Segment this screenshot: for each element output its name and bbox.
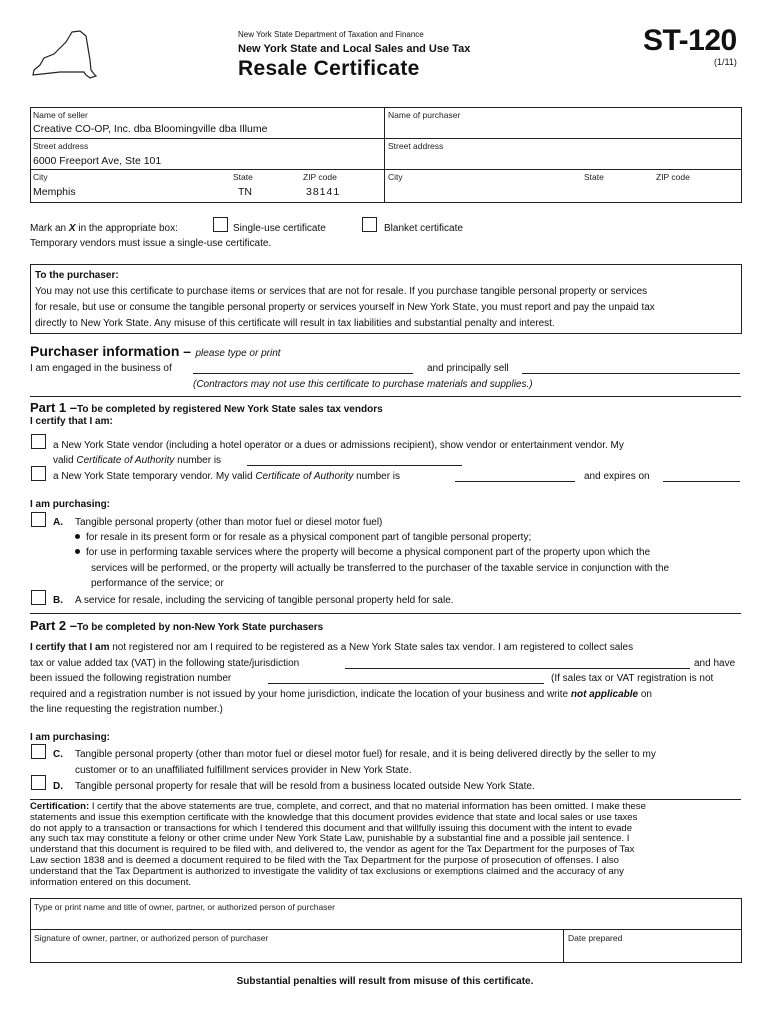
jurisdiction-field[interactable] xyxy=(345,668,690,669)
purchaser-name-label: Name of purchaser xyxy=(388,110,461,120)
registration-number-label: been issued the following registration number xyxy=(30,673,232,684)
signature-label: Signature of owner, partner, or authorized person of purchaser xyxy=(34,933,269,943)
name-title-field[interactable] xyxy=(34,914,734,927)
single-use-checkbox[interactable] xyxy=(213,217,228,232)
signature-field[interactable] xyxy=(34,945,559,959)
purchaser-city-field[interactable] xyxy=(388,184,568,198)
date-prepared-label: Date prepared xyxy=(568,933,623,943)
option-a-bullet-text: services will be performed, or the property will actually be transferred to the purchaser of the taxable service in conjunction with the xyxy=(91,563,670,574)
seller-state-label: State xyxy=(233,172,253,182)
purchaser-zip-field[interactable] xyxy=(656,184,736,198)
business-type-field[interactable] xyxy=(193,373,413,374)
form-number: ST-120 xyxy=(643,24,737,57)
seller-street-field[interactable]: 6000 Freeport Ave, Ste 101 xyxy=(33,155,162,167)
form-subtitle: New York State and Local Sales and Use Tax xyxy=(238,43,471,55)
nys-vendor-label: a New York State vendor (including a hotel operator or a dues or admissions recipient), show vendor or entertainment vendor. My xyxy=(53,440,624,451)
certification-text: Certification: I certify that the above statements are true, complete, and correct, and that no material information has been omitted. I make these statements and issue this exemption certificate with the knowledge that this document provides evidence that state and local sales or use taxes do not apply to a transaction or transactions for which I tendered this document and that willfully issuing this document with the intent to evade any such tax may constitute a felony or other crime under New York State Law, punishable by a substantial fine and a possible jail sentence. I understand that this document is required to be filed with, and delivered to, the vendor as agent for the Tax Department for the purposes of Tax Law section 1838 and is deemed a document required to be filed with the Tax Department for the purpose of prosecution of offenses. I also understand that the Tax Department is authorized to investigate the validity of tax exclusions or exemptions claimed and the accuracy of any information entered on this document. xyxy=(30,801,646,888)
to-purchaser-text: You may not use this certificate to purchase items or services that are not for resale. If you purchase tangible personal property or services xyxy=(35,286,648,297)
purchaser-street-label: Street address xyxy=(388,141,444,151)
option-b-letter: B. xyxy=(53,595,63,606)
part2-jurisdiction-label: tax or value added tax (VAT) in the following state/jurisdiction xyxy=(30,658,300,669)
seller-name-label: Name of seller xyxy=(33,110,88,120)
purchaser-state-label: State xyxy=(584,172,604,182)
option-d-label: Tangible personal property for resale that will be resold from a business located outside New York State. xyxy=(75,781,535,792)
option-d-checkbox[interactable] xyxy=(31,775,46,790)
part2-certify-text: I certify that I am not registered nor am I required to be registered as a New York State sales tax vendor. I am registered to collect sales xyxy=(30,642,634,653)
option-a-bullet-text: performance of the service; or xyxy=(91,578,224,589)
purchaser-street-field[interactable] xyxy=(388,153,736,167)
engaged-label: I am engaged in the business of xyxy=(30,363,172,374)
certificate-of-authority-field[interactable] xyxy=(247,465,462,466)
option-b-checkbox[interactable] xyxy=(31,590,46,605)
option-a-letter: A. xyxy=(53,517,63,528)
seller-city-field[interactable]: Memphis xyxy=(33,186,76,198)
part2-text: (If sales tax or VAT registration is not xyxy=(551,673,714,684)
mark-instruction: Mark an X in the appropriate box: xyxy=(30,223,178,234)
seller-zip-label: ZIP code xyxy=(303,172,337,182)
part1-purchasing-label: I am purchasing: xyxy=(30,499,111,510)
single-use-label: Single-use certificate xyxy=(233,223,326,234)
principally-sell-label: and principally sell xyxy=(427,363,509,374)
form-revision: (1/11) xyxy=(714,57,737,67)
form-title: Resale Certificate xyxy=(238,57,420,80)
seller-street-label: Street address xyxy=(33,141,89,151)
part2-text: required and a registration number is not issued by your home jurisdiction, indicate the location of your business and write not applicable on xyxy=(30,689,652,700)
option-a-label: Tangible personal property (other than motor fuel or diesel motor fuel) xyxy=(75,517,383,528)
contractors-note: (Contractors may not use this certificate to purchase materials and supplies.) xyxy=(193,379,533,390)
part2-purchasing-label: I am purchasing: xyxy=(30,732,111,743)
to-purchaser-text: directly to New York State. Any misuse of this certificate will result in tax liabilities and substantial penalty and interest. xyxy=(35,318,555,329)
option-a-bullet: for use in performing taxable services where the property will become a physical component part of the property upon which the xyxy=(75,545,650,561)
option-a-bullet: for resale in its present form or for resale as a physical component part of tangible personal property; xyxy=(75,530,531,546)
purchaser-info-heading: Purchaser information – please type or print xyxy=(30,343,281,359)
blanket-label: Blanket certificate xyxy=(384,223,463,234)
temporary-certificate-field[interactable] xyxy=(455,481,575,482)
blanket-checkbox[interactable] xyxy=(362,217,377,232)
option-c-label: Tangible personal property (other than motor fuel or diesel motor fuel) for resale, and it is being delivered directly by the seller to my xyxy=(75,749,656,760)
new-york-state-map-icon xyxy=(30,30,102,82)
to-purchaser-heading: To the purchaser: xyxy=(35,270,119,281)
option-c-label: customer or to an unaffiliated fulfillment services provider in New York State. xyxy=(75,765,412,776)
seller-name-field[interactable]: Creative CO-OP, Inc. dba Bloomingville dba Illume xyxy=(33,123,268,135)
principally-sell-field[interactable] xyxy=(522,373,740,374)
purchaser-state-field[interactable] xyxy=(584,184,644,198)
department-name: New York State Department of Taxation and Finance xyxy=(238,30,424,39)
part1-certify-label: I certify that I am: xyxy=(30,416,113,427)
purchaser-zip-label: ZIP code xyxy=(656,172,690,182)
penalty-warning: Substantial penalties will result from misuse of this certificate. xyxy=(236,976,534,987)
date-prepared-field[interactable] xyxy=(568,945,736,959)
part2-text: the line requesting the registration number.) xyxy=(30,704,223,715)
option-b-label: A service for resale, including the servicing of tangible personal property held for sale. xyxy=(75,595,454,606)
expiration-date-field[interactable] xyxy=(663,481,740,482)
registration-number-field[interactable] xyxy=(268,683,544,684)
seller-zip-field[interactable]: 38141 xyxy=(306,186,341,198)
temporary-vendor-note: Temporary vendors must issue a single-use certificate. xyxy=(30,238,272,249)
nys-vendor-label: valid Certificate of Authority number is xyxy=(53,455,222,466)
seller-city-label: City xyxy=(33,172,48,182)
nys-vendor-checkbox[interactable] xyxy=(31,434,46,449)
name-title-label: Type or print name and title of owner, partner, or authorized person of purchaser xyxy=(34,902,335,912)
option-a-checkbox[interactable] xyxy=(31,512,46,527)
to-purchaser-text: for resale, but use or consume the tangible personal property or services yourself in New York State, you must report and pay the unpaid tax xyxy=(35,302,655,313)
part2-text: and have xyxy=(694,658,736,669)
option-d-letter: D. xyxy=(53,781,63,792)
option-c-checkbox[interactable] xyxy=(31,744,46,759)
part1-heading: Part 1 –To be completed by registered New York State sales tax vendors xyxy=(30,400,383,415)
seller-state-field[interactable]: TN xyxy=(238,186,252,198)
option-c-letter: C. xyxy=(53,749,63,760)
purchaser-name-field[interactable] xyxy=(388,122,736,136)
temporary-vendor-label: a New York State temporary vendor. My valid Certificate of Authority number is xyxy=(53,471,401,482)
temporary-vendor-checkbox[interactable] xyxy=(31,466,46,481)
purchaser-city-label: City xyxy=(388,172,403,182)
part2-heading: Part 2 –To be completed by non-New York State purchasers xyxy=(30,618,324,633)
expires-on-label: and expires on xyxy=(584,471,650,482)
